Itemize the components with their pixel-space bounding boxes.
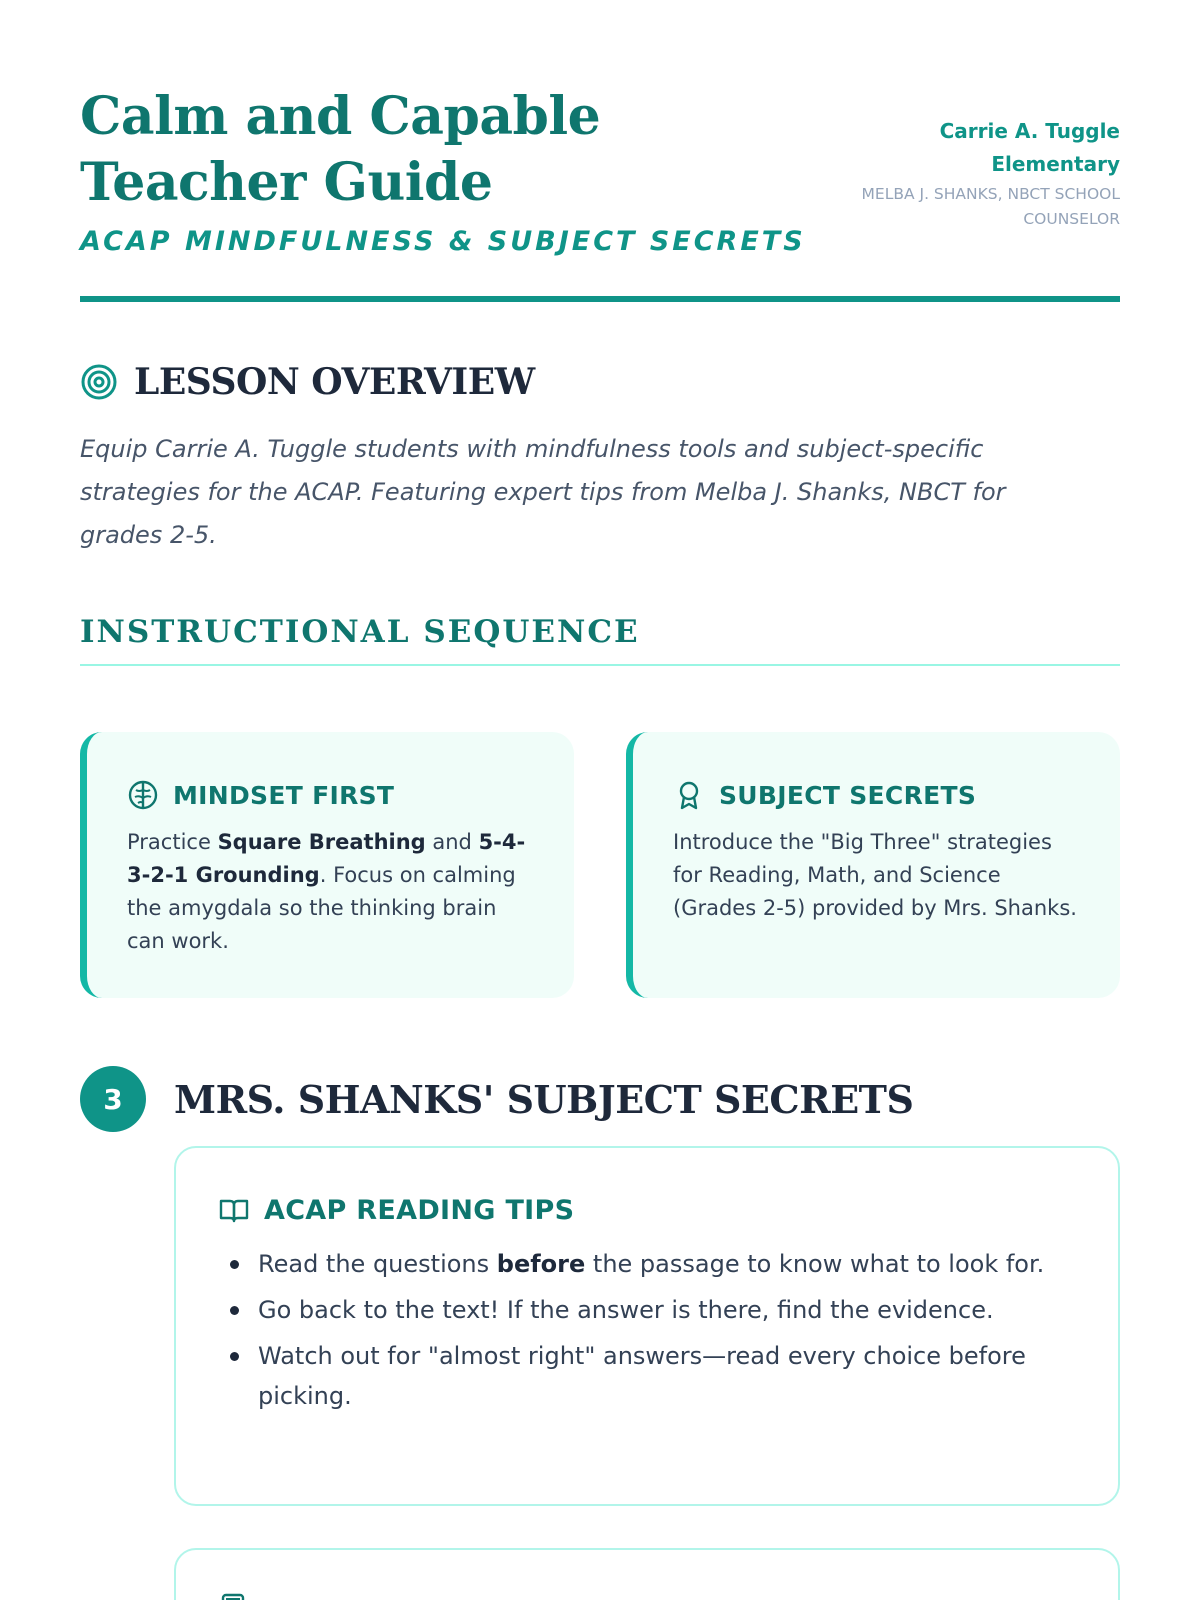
- instructional-sequence-title: INSTRUCTIONAL SEQUENCE: [80, 614, 1120, 666]
- guide-header: [80, 84, 1120, 302]
- reading-tips-title: ACAP READING TIPS: [264, 1194, 575, 1226]
- mindset-first-card: [80, 732, 574, 998]
- page-title: Calm and Capable Teacher Guide: [80, 86, 601, 213]
- mindset-first-text: Practice Square Breathing and 5-4-3-2-1 Grounding. Focus on calming the amygdala so the thinking brain can work.: [127, 830, 526, 953]
- reading-tips-heading: [218, 1190, 1078, 1230]
- counselor-name: MELBA J. SHANKS, NBCT SCHOOL COUNSELOR: [861, 185, 1120, 228]
- section-3-title: MRS. SHANKS' SUBJECT SECRETS: [174, 1076, 914, 1122]
- subject-secrets-text: Introduce the "Big Three" strategies for Reading, Math, and Science (Grades 2-5) provided by Mrs. Shanks.: [673, 830, 1077, 920]
- mindset-first-title: MINDSET FIRST: [173, 780, 395, 810]
- target-icon: [80, 363, 118, 401]
- school-name: Carrie A. Tuggle Elementary: [939, 119, 1120, 176]
- mindset-first-heading: [127, 776, 536, 814]
- list-item: Read the questions before the passage to know what to look for.: [218, 1244, 1078, 1284]
- subject-secrets-card: [626, 732, 1120, 998]
- page-subtitle: ACAP MINDFULNESS & SUBJECT SECRETS: [80, 226, 806, 257]
- math-tips-card: [174, 1548, 1120, 1600]
- subject-secrets-title: SUBJECT SECRETS: [719, 780, 977, 810]
- list-item: Go back to the text! If the answer is there, find the evidence.: [218, 1290, 1078, 1330]
- calculator-icon: [218, 1592, 248, 1600]
- lesson-overview-title: LESSON OVERVIEW: [134, 361, 535, 403]
- brain-icon: [127, 779, 159, 811]
- book-open-icon: [218, 1194, 250, 1226]
- award-icon: [673, 779, 705, 811]
- teacher-guide-page: [80, 0, 1120, 1600]
- reading-tips-list: [218, 1244, 1078, 1416]
- lesson-overview-text: Equip Carrie A. Tuggle students with mindfulness tools and subject-specific strategies for the ACAP. Featuring expert tips from Melba J. Shanks, NBCT for grades 2-5.: [80, 435, 1006, 549]
- subject-secrets-heading: [673, 776, 1082, 814]
- reading-tips-card: [174, 1146, 1120, 1506]
- list-item: Watch out for "almost right" answers—read every choice before picking.: [218, 1336, 1078, 1416]
- section-number-badge: 3: [80, 1066, 146, 1132]
- section-3-heading: [80, 1066, 913, 1132]
- lesson-overview-heading: [80, 360, 535, 404]
